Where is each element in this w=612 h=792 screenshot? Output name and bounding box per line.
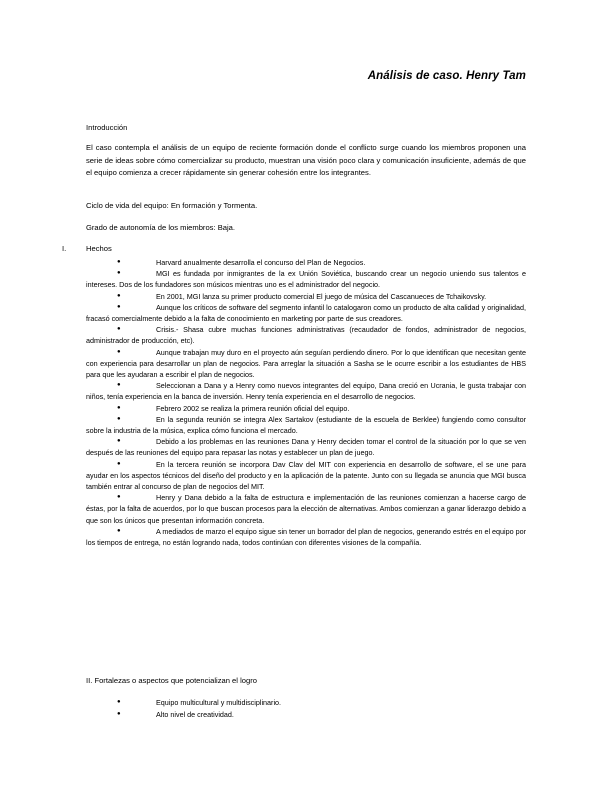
fortalezas-item-text: Alto nivel de creatividad. (156, 709, 234, 719)
bullet-icon: ● (117, 382, 121, 389)
fortalezas-item-text: Equipo multicultural y multidisciplinario. (156, 698, 282, 707)
bullet-icon: ● (117, 270, 121, 277)
bullet-icon: ● (117, 710, 121, 717)
hechos-item (86, 324, 526, 346)
hechos-item-text: A mediados de marzo el equipo sigue sin tener un borrador del plan de negocios, generando estrés en el equipo por los tiempos de entrega, no están logrando nada, todos continúan con diferentes visiones de la compañía. (86, 526, 527, 548)
bullet-icon: ● (117, 494, 121, 501)
hechos-item-text: Aunque los críticos de software del segmento infantil lo catalogaron como un producto de alta calidad y originalidad, fracasó comercialmente debido a la falta de conocimiento en marketing por parte de sus creadores. (86, 302, 526, 324)
hechos-item-text: En la tercera reunión se incorpora Dav Clav del MIT con experiencia en desarrollo de software, el se une para ayudar en los aspectos técnicos del diseño del producto y en la aplicación de la patente. Junto con su llegada se anuncia que MGI busca también entrar al concurso de plan de negocios del MIT. (86, 459, 526, 492)
hechos-list (86, 257, 526, 548)
bullet-icon: ● (117, 292, 121, 299)
hechos-item-text: Crisis.- Shasa cubre muchas funciones administrativas (recaudador de fondos, administrador de negocios, administrador de producción, etc). (86, 325, 526, 346)
hechos-item (86, 257, 526, 268)
bullet-icon: ● (117, 438, 121, 445)
bullet-icon: ● (117, 326, 121, 333)
team-lifecycle-line: Ciclo de vida del equipo: En formación y Tormenta. (86, 201, 258, 210)
bullet-icon: ● (117, 348, 121, 355)
hechos-item (86, 291, 526, 302)
hechos-item (86, 302, 526, 324)
hechos-item (86, 436, 526, 458)
section-number: I. (62, 244, 67, 253)
bullet-icon: ● (117, 527, 121, 534)
hechos-item (86, 492, 526, 526)
bullet-icon: ● (117, 404, 121, 411)
fortalezas-item (86, 709, 526, 721)
hechos-item-text: Henry y Dana debido a la falta de estructura e implementación de las reuniones comienzan a hacerse cargo de éstas, por la falta de acuerdos, por lo que buscan procesos para la elección de alternativas. Ambos comienzan a ganar liderazgo debido a que son los únicos que presentan información concreta. (86, 493, 526, 525)
hechos-item-text: En la segunda reunión se integra Alex Sartakov (estudiante de la escuela de Berklee) fungiendo como consultor sobre la industria de la música, explica cómo funciona el mercado. (86, 414, 526, 436)
bullet-icon: ● (117, 699, 121, 705)
bullet-icon: ● (117, 259, 121, 265)
hechos-item-text: MGI es fundada por inmigrantes de la ex Unión Soviética, buscando crear un negocio uniendo sus talentos e intereses. Dos de los fundadores son músicos mientras uno es el administrador del negocio. (86, 269, 526, 290)
section-heading-hechos: Hechos (86, 244, 112, 253)
hechos-item-text: Harvard anualmente desarrolla el concurso del Plan de Negocios. (156, 258, 366, 267)
hechos-item-text: En 2001, MGI lanza su primer producto comercial El juego de música del Cascanueces de Tchaikovsky. (156, 291, 487, 301)
fortalezas-list (86, 697, 526, 720)
hechos-item-text: Aunque trabajan muy duro en el proyecto aún seguían perdiendo dinero. Por lo que identifican que necesitan gente con experiencia para desarrollar un plan de negocios. Para arreglar la situación a Sasha se le ocurre escribir a los estudiantes de HBS para que les ayudaran a escribir el plan de negocios. (86, 347, 526, 380)
hechos-item (86, 459, 526, 493)
intro-heading: Introducción (86, 123, 128, 132)
bullet-icon: ● (117, 460, 121, 467)
bullet-icon: ● (117, 415, 121, 422)
document-title: Análisis de caso. Henry Tam (367, 70, 526, 82)
hechos-item-text: Seleccionan a Dana y a Henry como nuevos integrantes del equipo, Dana creció en Ucrania, le gusta trabajar con niños, tenía experiencia en la banca de inversión. Henry tenía experiencia en el desarrollo de negocios. (86, 381, 526, 402)
hechos-item-text: Debido a los problemas en las reuniones Dana y Henry deciden tomar el control de la situación por lo que se ven después de las reuniones del equipo para repasar las notas y establecer un plan de juego. (86, 437, 526, 458)
hechos-item (86, 268, 526, 290)
hechos-item (86, 380, 526, 402)
hechos-item (86, 414, 526, 436)
fortalezas-item (86, 697, 526, 709)
team-autonomy-line: Grado de autonomía de los miembros: Baja. (86, 223, 236, 232)
intro-paragraph: El caso contempla el análisis de un equipo de reciente formación donde el conflicto surge cuando los miembros proponen una serie de ideas sobre cómo comercializar su producto, muestran una visión poco clara y comunicación insuficiente, además de que el equipo comienza a crecer rápidamente sin generar cohesión entre los integrantes. (86, 143, 526, 177)
hechos-item (86, 347, 526, 381)
hechos-item (86, 403, 526, 414)
hechos-item (86, 526, 526, 548)
bullet-icon: ● (117, 303, 121, 310)
section-heading-fortalezas: II. Fortalezas o aspectos que potencializan el logro (86, 676, 257, 685)
hechos-item-text: Febrero 2002 se realiza la primera reunión oficial del equipo. (156, 403, 350, 413)
